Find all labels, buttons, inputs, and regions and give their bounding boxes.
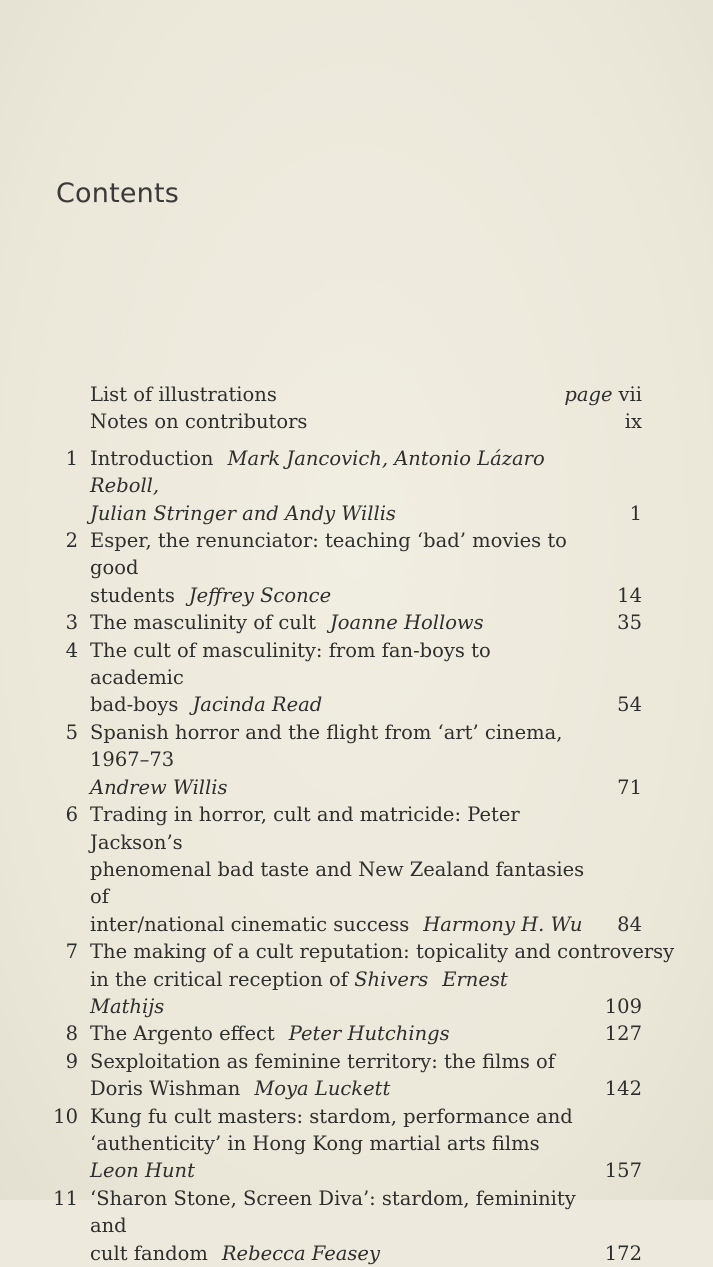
chapter-title: students (90, 583, 175, 607)
chapter-title: ‘authenticity’ in Hong Kong martial arts films (90, 1131, 540, 1155)
chapter-author: Joanne Hollows (329, 611, 484, 635)
chapter-number: 6 (65, 803, 78, 827)
chapter-author: Andrew Willis (90, 775, 228, 799)
chapter-number: 9 (65, 1049, 78, 1073)
toc-chapter-entry (40, 938, 675, 1020)
chapter-title: The Argento effect (90, 1022, 275, 1046)
toc-chapter-entry (40, 637, 642, 719)
chapter-page: 109 (604, 994, 642, 1018)
chapter-number: 8 (65, 1022, 78, 1046)
toc-chapter-entry (40, 1185, 642, 1267)
chapter-title: Sexploitation as feminine territory: the films of (90, 1049, 556, 1073)
chapter-title: phenomenal bad taste and New Zealand fantasies of (90, 857, 585, 909)
toc-chapter-entry (40, 445, 642, 527)
chapter-title: cult fandom (90, 1241, 208, 1265)
contents-heading: Contents (56, 178, 180, 209)
toc-chapter-entry (40, 1020, 642, 1047)
chapter-number: 4 (65, 638, 78, 662)
chapter-number: 10 (53, 1104, 78, 1128)
chapter-title: The masculinity of cult (90, 611, 316, 635)
chapter-title: Esper, the renunciator: teaching ‘bad’ movies to good (90, 529, 567, 580)
chapter-author: Ernest Mathijs (90, 967, 508, 1018)
chapter-number: 5 (65, 720, 78, 744)
toc-front-title: Notes on contributors (90, 410, 308, 434)
chapter-title: Introduction (90, 446, 214, 470)
chapter-title: The making of a cult reputation: topicality and controversy (90, 940, 675, 964)
chapter-number: 7 (65, 940, 78, 964)
toc-chapter-entry (40, 527, 642, 609)
chapter-author: Julian Stringer and Andy Willis (90, 501, 396, 525)
chapter-page: 1 (629, 501, 642, 525)
chapter-title: bad-boys (90, 693, 179, 717)
toc-chapter-entry (40, 719, 642, 801)
chapter-page: 71 (617, 775, 642, 799)
chapter-author: Peter Hutchings (288, 1022, 450, 1046)
toc-chapter-entry (40, 1103, 642, 1185)
chapter-author: Jacinda Read (192, 693, 323, 717)
chapter-number: 2 (65, 529, 78, 553)
chapter-title: ‘Sharon Stone, Screen Diva’: stardom, femininity and (90, 1186, 576, 1238)
toc-front-page: ix (624, 410, 642, 434)
toc-front-title: List of illustrations (90, 383, 277, 406)
chapter-number: 1 (65, 446, 78, 470)
toc-front-item (40, 381, 642, 408)
chapter-page: 142 (604, 1077, 642, 1101)
chapter-page: 172 (604, 1241, 642, 1265)
chapter-title: Doris Wishman (90, 1077, 241, 1101)
chapter-page: 14 (617, 583, 642, 607)
chapter-author: Moya Luckett (254, 1077, 391, 1101)
chapter-author: Leon Hunt (90, 1159, 195, 1183)
chapter-page: 157 (604, 1159, 642, 1183)
page-prefix: page (564, 383, 613, 406)
chapter-title: Trading in horror, cult and matricide: Peter Jackson’s (90, 803, 520, 854)
film-title: Shivers (354, 967, 429, 991)
chapter-title: Kung fu cult masters: stardom, performance and (90, 1104, 573, 1128)
chapter-title: in the critical reception of (90, 967, 348, 991)
chapter-number: 11 (53, 1186, 78, 1210)
chapter-author: Harmony H. Wu (423, 912, 583, 936)
chapter-title: inter/national cinematic success (90, 912, 410, 936)
table-of-contents (40, 381, 675, 1267)
toc-chapter-entry (40, 801, 642, 938)
toc-front-page: page vii (564, 383, 642, 406)
toc-chapter-entry (40, 609, 642, 636)
chapter-page: 84 (617, 912, 642, 936)
chapter-page: 54 (617, 693, 642, 717)
toc-chapter-entry (40, 1048, 642, 1103)
chapter-title: The cult of masculinity: from fan-boys to academic (90, 638, 491, 690)
chapter-author: Mark Jancovich, Antonio Lázaro Reboll, (90, 446, 545, 498)
chapter-page: 127 (604, 1022, 642, 1046)
chapter-page: 35 (617, 611, 642, 635)
chapter-title: Spanish horror and the flight from ‘art’ cinema, 1967–73 (90, 720, 563, 772)
chapter-number: 3 (65, 611, 78, 635)
chapter-author: Rebecca Feasey (221, 1241, 380, 1265)
chapter-author: Jeffrey Sconce (188, 583, 332, 607)
toc-front-item (40, 408, 642, 435)
